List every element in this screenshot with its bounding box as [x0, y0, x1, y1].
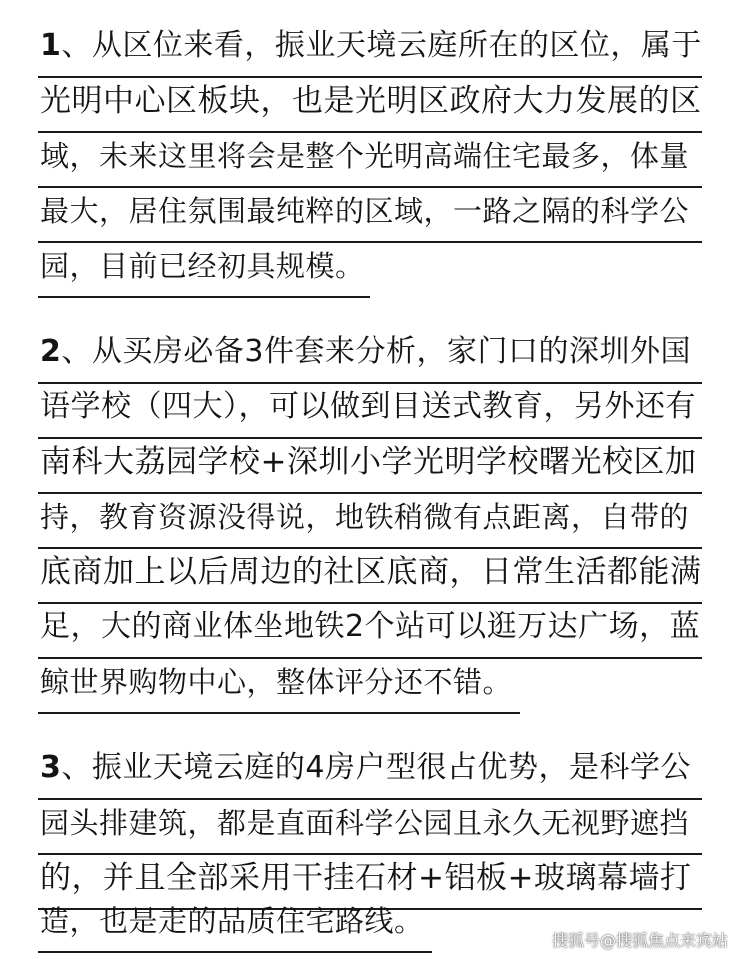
paragraph-2-line-2-text: 语学校（四大），可以做到目送式教育，另外还有 [40, 389, 696, 424]
paragraph-3-line-1-text: 、振业天境云庭的4房户型很占优势，是科学公 [61, 750, 691, 785]
watermark-text: 搜狐号@搜狐焦点来宾站 [551, 931, 728, 950]
paragraph-3-line-3-text: 的，并且全部采用干挂石材+铝板+玻璃幕墙打 [40, 860, 692, 896]
paragraph-1-line-4-text: 最大，居住氛围最纯粹的区域，一路之隔的科学公 [40, 194, 690, 228]
paragraph-1-line-5 [38, 242, 370, 298]
paragraph-1-line-5-text: 园，目前已经初具规模。 [40, 249, 365, 283]
paragraph-2-line-7-text: 鲸世界购物中心，整体评分还不错。 [40, 665, 513, 699]
paragraph-1-line-2 [38, 77, 702, 133]
paragraph-3-line-4-text: 造，也是走的品质住宅路线。 [40, 904, 424, 938]
watermark [552, 928, 728, 951]
paragraph-3-line-4 [38, 897, 432, 953]
paragraph-1-line-4 [38, 187, 702, 243]
paragraph-1-line-1 [38, 22, 702, 78]
paragraph-2-line-6 [38, 603, 702, 659]
paragraph-2-line-5-text: 底商加上以后周边的社区底商，日常生活都能满 [40, 554, 702, 590]
paragraph-2-line-3 [38, 438, 702, 494]
paragraph-2-number: 2 [40, 334, 62, 369]
paragraph-3-line-2 [38, 799, 702, 855]
paragraph-2-line-6-text: 足，大的商业体坐地铁2个站可以逛万达广场，蓝 [40, 609, 701, 644]
paragraph-2-line-5 [38, 548, 702, 604]
paragraph-2-line-4-text: 持，教育资源没得说，地铁稍微有点距离，自带的 [40, 500, 690, 534]
paragraph-1-line-3-text: 域，未来这里将会是整个光明高端住宅最多，体量 [40, 139, 690, 173]
paragraph-3-line-2-text: 园头排建筑，都是直面科学公园且永久无视野遮挡 [40, 806, 690, 840]
paragraph-2-line-4 [38, 493, 702, 549]
paragraph-2-line-1 [38, 328, 702, 384]
paragraph-1-line-1-text: 、从区位来看，振业天境云庭所在的区位，属于 [61, 28, 702, 63]
paragraph-1-line-3 [38, 132, 702, 188]
paragraph-1-line-2-text: 光明中心区板块，也是光明区政府大力发展的区 [40, 83, 702, 119]
paragraph-2-line-2 [38, 383, 702, 439]
paragraph-2-line-1-text: 、从买房必备3件套来分析，家门口的深圳外国 [61, 334, 691, 369]
paragraph-1-number: 1 [40, 28, 62, 63]
paragraph-3-number: 3 [40, 750, 62, 785]
paragraph-3-line-1 [38, 744, 702, 800]
paragraph-2-line-7 [38, 658, 520, 714]
paragraph-2-line-3-text: 南科大荔园学校+深圳小学光明学校曙光校区加 [40, 444, 697, 480]
